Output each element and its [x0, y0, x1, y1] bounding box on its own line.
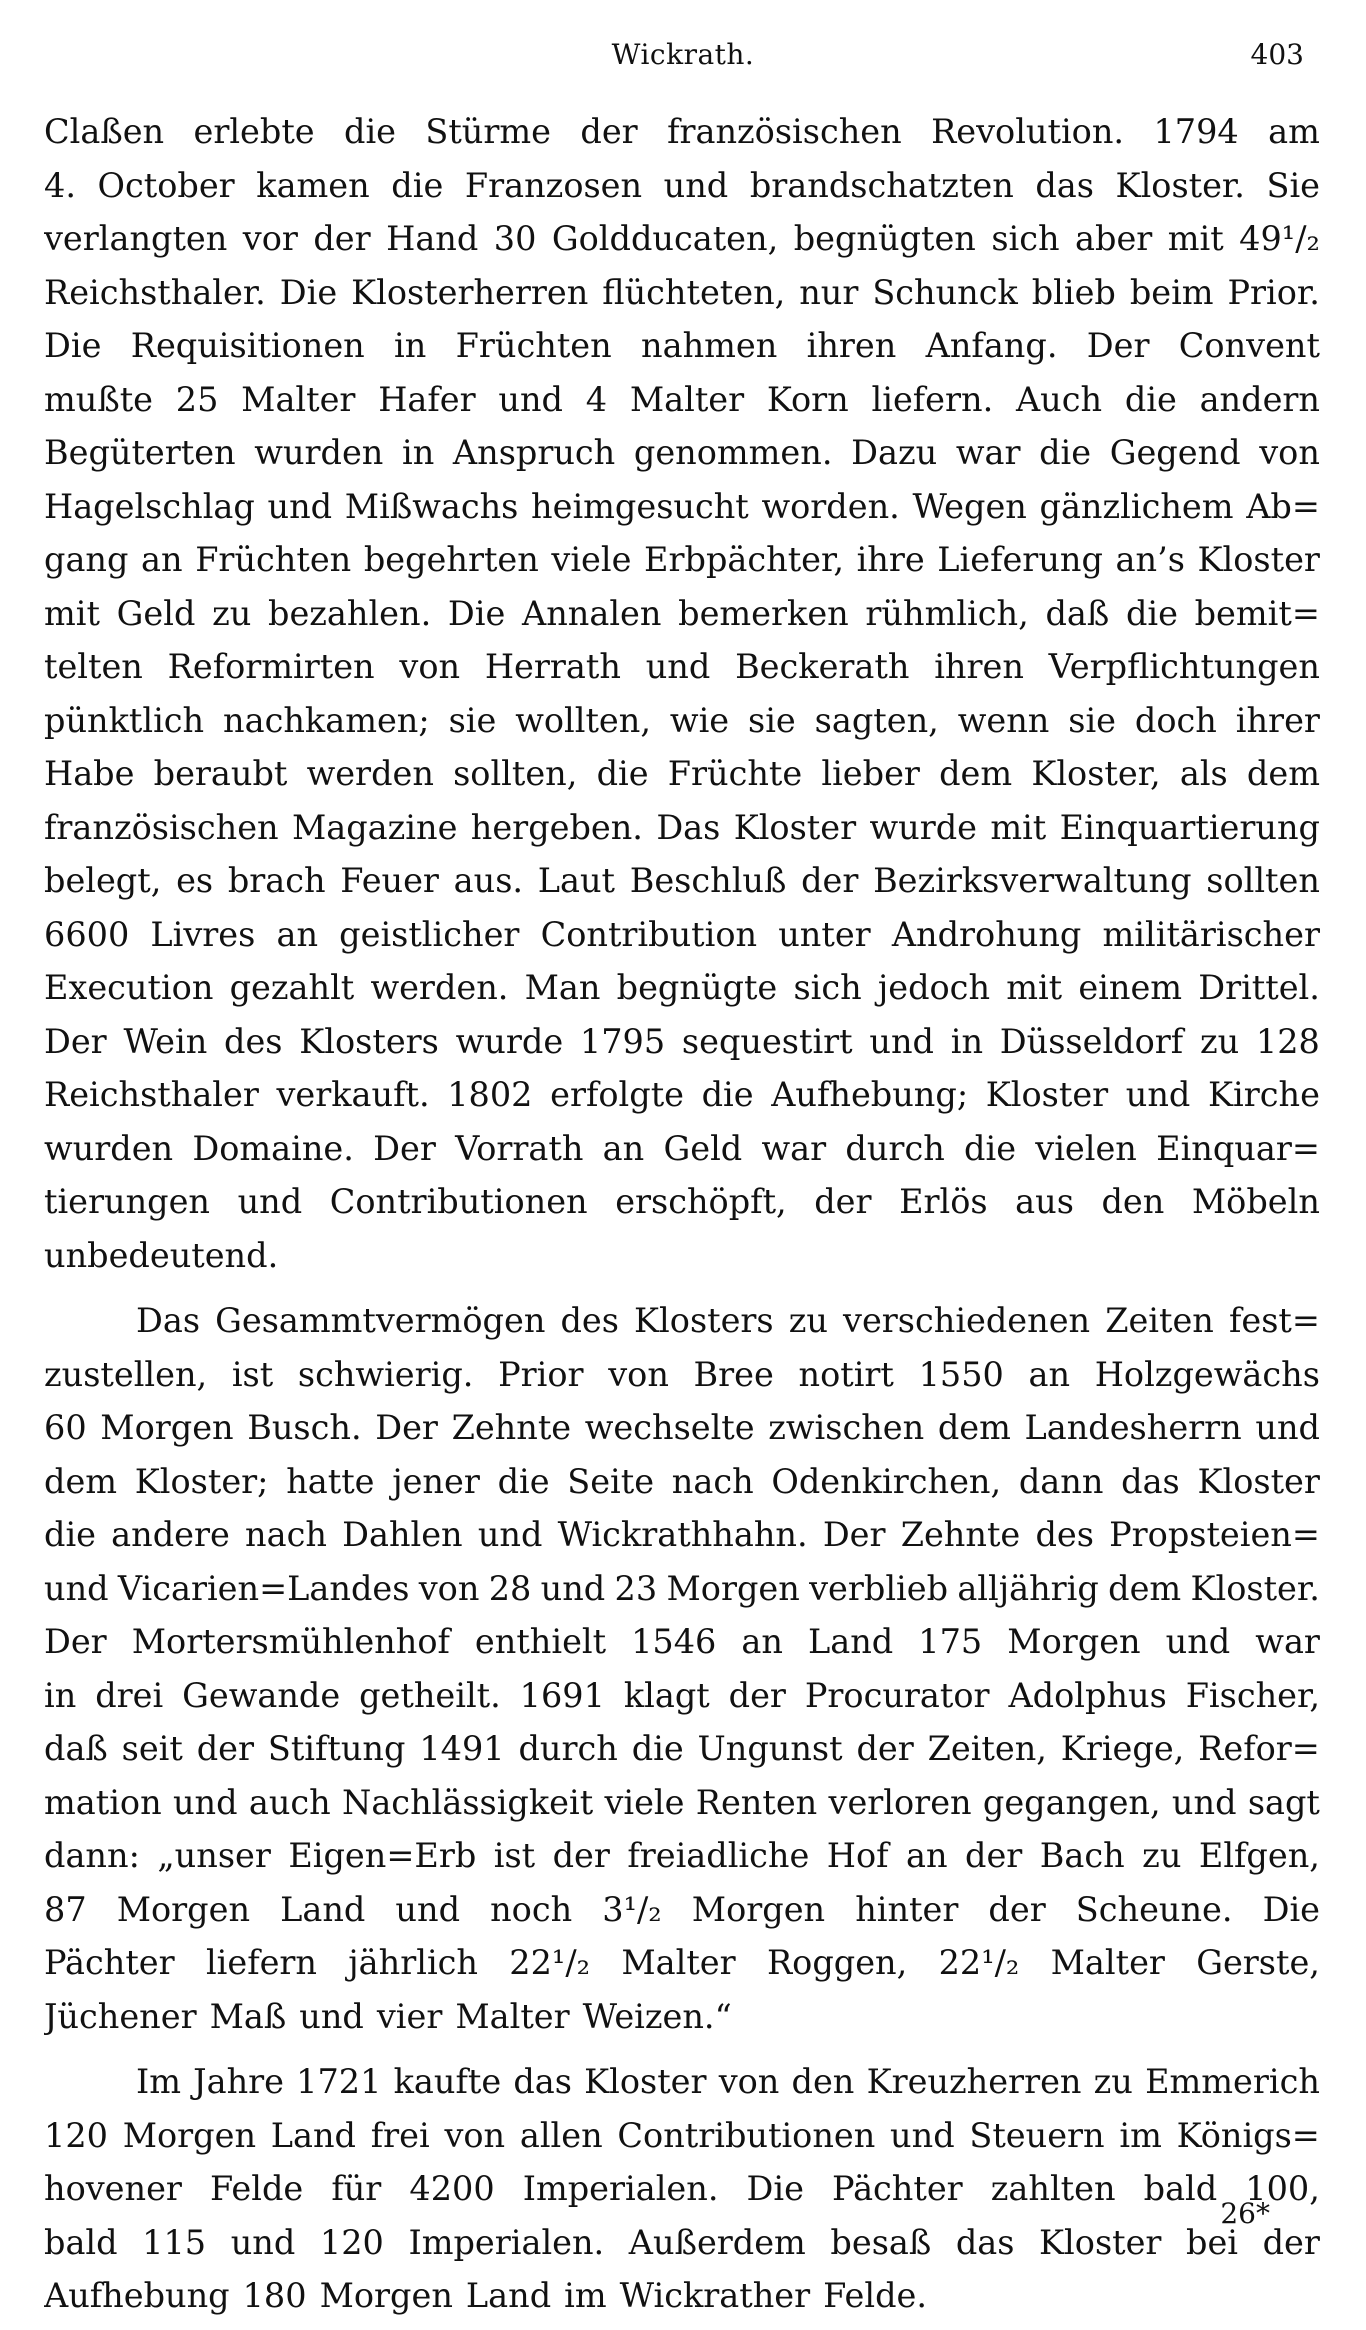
text-line: dem Kloster; hatte jener die Seite nach Odenkirchen, dann das Kloster — [44, 1461, 1320, 1501]
text-line: 60 Morgen Busch. Der Zehnte wechselte zwischen dem Landesherrn und — [44, 1408, 1320, 1447]
text-line: tierungen und Contributionen erschöpft, der Erlös aus den Möbeln — [44, 1182, 1320, 1221]
text-line: zustellen, ist schwierig. Prior von Bree notirt 1550 an Holzgewächs — [44, 1354, 1320, 1394]
text-line: belegt, es brach Feuer aus. Laut Beschluß der Bezirksverwaltung sollten — [44, 861, 1320, 900]
text-line: Im Jahre 1721 kaufte das Kloster von den Kreuzherren zu Emmerich — [136, 2062, 1320, 2101]
text-line: pünktlich nachkamen; sie wollten, wie sie sagten, wenn sie doch ihrer — [44, 700, 1320, 740]
text-line: bald 115 und 120 Imperialen. Außerdem besaß das Kloster bei der — [44, 2222, 1320, 2262]
text-line: Pächter liefern jährlich 22¹/₂ Malter Roggen, 22¹/₂ Malter Gerste, — [44, 1943, 1320, 1982]
signature-mark: 26* — [1220, 2197, 1270, 2230]
text-line: 120 Morgen Land frei von allen Contributionen und Steuern im Königs= — [44, 2115, 1320, 2155]
text-line: dann: „unser Eigen=Erb ist der freiadliche Hof an der Bach zu Elfgen, — [44, 1836, 1320, 1875]
text-line: Der Mortersmühlenhof enthielt 1546 an Land 175 Morgen und war — [44, 1622, 1320, 1661]
text-line: Die Requisitionen in Früchten nahmen ihren Anfang. Der Convent — [44, 326, 1320, 365]
text-line: Jüchener Maß und vier Malter Weizen.“ — [44, 1996, 732, 2036]
text-line: Aufhebung 180 Morgen Land im Wickrather Felde. — [44, 2276, 927, 2315]
text-line: 87 Morgen Land und noch 3¹/₂ Morgen hinter der Scheune. Die — [44, 1889, 1320, 1929]
body-text — [44, 112, 1320, 2330]
text-line: Hagelschlag und Mißwachs heimgesucht worden. Wegen gänzlichem Ab= — [44, 486, 1320, 526]
text-line: mit Geld zu bezahlen. Die Annalen bemerken rühmlich, daß die bemit= — [44, 593, 1320, 633]
text-line: Habe beraubt werden sollten, die Früchte lieber dem Kloster, als dem — [44, 754, 1320, 793]
text-line: 6600 Livres an geistlicher Contribution unter Androhung militärischer — [44, 914, 1320, 954]
text-line: französischen Magazine hergeben. Das Kloster wurde mit Einquartierung — [44, 807, 1320, 847]
text-line: die andere nach Dahlen und Wickrathhahn. Der Zehnte des Propsteien= — [44, 1515, 1320, 1554]
text-line: unbedeutend. — [44, 1235, 279, 1275]
text-line: 4. October kamen die Franzosen und brandschatzten das Kloster. Sie — [44, 165, 1320, 205]
text-line: daß seit der Stiftung 1491 durch die Ungunst der Zeiten, Kriege, Refor= — [44, 1729, 1320, 1768]
text-line: Das Gesammtvermögen des Klosters zu verschiedenen Zeiten fest= — [136, 1301, 1320, 1340]
text-line: telten Reformirten von Herrath und Beckerath ihren Verpflichtungen — [44, 647, 1320, 686]
page-number: 403 — [1250, 38, 1304, 71]
text-line: Claßen erlebte die Stürme der französischen Revolution. 1794 am — [44, 112, 1320, 151]
text-line: mußte 25 Malter Hafer und 4 Malter Korn liefern. Auch die andern — [44, 379, 1320, 419]
running-head — [40, 38, 1326, 78]
text-line: Reichsthaler verkauft. 1802 erfolgte die Aufhebung; Kloster und Kirche — [44, 1075, 1320, 1114]
text-line: und Vicarien=Landes von 28 und 23 Morgen verblieb alljährig dem Kloster. — [44, 1568, 1320, 1608]
text-line: Execution gezahlt werden. Man begnügte sich jedoch mit einem Drittel. — [44, 968, 1320, 1007]
text-line: Der Wein des Klosters wurde 1795 sequestirt und in Düsseldorf zu 128 — [44, 1021, 1320, 1061]
text-line: Reichsthaler. Die Klosterherren flüchteten, nur Schunck blieb beim Prior. — [44, 272, 1320, 312]
running-title: Wickrath. — [611, 38, 755, 71]
text-line: mation und auch Nachlässigkeit viele Renten verloren gegangen, und sagt — [44, 1782, 1320, 1822]
text-line: Begüterten wurden in Anspruch genommen. Dazu war die Gegend von — [44, 433, 1320, 472]
text-line: verlangten vor der Hand 30 Goldducaten, begnügten sich aber mit 49¹/₂ — [44, 219, 1320, 258]
text-line: gang an Früchten begehrten viele Erbpächter, ihre Lieferung an’s Kloster — [44, 540, 1320, 579]
text-line: hovener Felde für 4200 Imperialen. Die Pächter zahlten bald 100, — [44, 2169, 1320, 2208]
text-line: wurden Domaine. Der Vorrath an Geld war durch die vielen Einquar= — [44, 1128, 1320, 1168]
text-line: in drei Gewande getheilt. 1691 klagt der Procurator Adolphus Fischer, — [44, 1675, 1320, 1715]
